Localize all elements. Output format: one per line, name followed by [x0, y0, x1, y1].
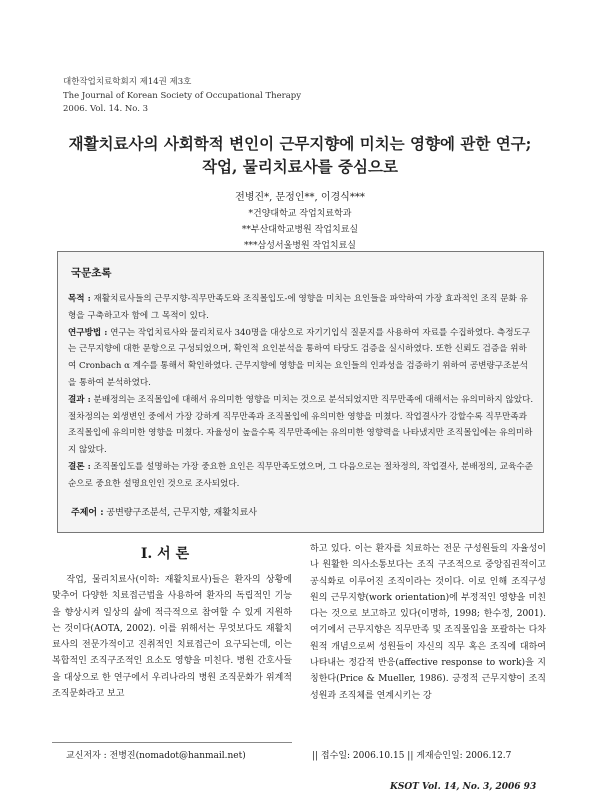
conclusion-text: 조직몰입도를 설명하는 가장 중요한 요인은 직무만족도였으며, 그 다음으로는 절차정의, 작업결사, 분배정의, 교육수준 순으로 중요한 설명요인인 것으로 조사되었다.: [68, 461, 533, 489]
paper-title-line2: 작업, 물리치료사를 중심으로: [202, 157, 398, 176]
affiliation-3: ***삼성서울병원 작업치료실: [244, 241, 356, 251]
footnote-divider: [52, 742, 292, 743]
affiliation-1: *건양대학교 작업치료학과: [248, 209, 352, 219]
abstract-heading: 국문초록: [71, 267, 112, 279]
author-names: 전병진*, 문정인**, 이경식***: [235, 192, 365, 203]
keywords: [71, 505, 257, 518]
purpose-text: 재활치료사들의 근무지향-직무만족도와 조직몰입도-에 영향을 미치는 요인들을 파악하여 가장 효과적인 조직 문화 유형을 구축하고자 함에 그 목적이 있다.: [68, 294, 528, 321]
journal-issue: 2006. Vol. 14. No. 3: [63, 104, 149, 114]
abstract-conclusion: [68, 459, 534, 493]
journal-name-ko: 대한작업치료학회지 제14권 제3호: [63, 77, 192, 87]
abstract-body: [68, 291, 534, 493]
journal-name-en: The Journal of Korean Society of Occupational Therapy: [63, 90, 302, 101]
body-column-left: 작업, 물리치료사(이하: 재활치료사)들은 환자의 상황에 맞추어 다양한 치료접근법을 사용하여 환자의 독립적인 기능을 향상시켜 일상의 삶에 적극적으로 참여할 수 있게 지원하는 것이다(AOTA, 2002). 이를 위해서는 무엇보다도 재활치료사의 전문가적이고 진취적인 치료접근이 요구되는데, 이는 복합적인 조직구조적인 요소도 영향을 미친다. 병원 간호사들을 대상으로 한 연구에서 우리나라의 병원 조직문화가 위계적 조직문화라고 보고: [52, 575, 292, 700]
paper-title-line1: 재활치료사의 사회학적 변인이 근무지향에 미치는 영향에 관한 연구;: [68, 134, 532, 153]
abstract-method: [68, 325, 534, 392]
body-column-right: 하고 있다. 이는 환자를 치료하는 전문 구성원들의 자율성이나 원활한 의사소통보다는 조직 구조적으로 중앙집권적이고 공식화로 이루어진 조직이라는 것이다. 이로 인해 조직구성원의 근무지향(work orientation)에 부정적인 영향을 미친다는 것으로 보고하고 있다(이명하, 1998; 한수정, 2001). 여기에서 근무지향은 직무만족 및 조직몰입을 포괄하는 다차원적 개념으로써 성원들이 자신의 직무 혹은 조직에 대하여 나타내는 정감적 반응(affective response to work)을 지칭한다(Price & Mueller, 1986). 긍정적 근무지향이 조직성원과 조직체를 연계시키는 강: [310, 544, 546, 701]
page-footer: KSOT Vol. 14, No. 3, 2006 93: [390, 782, 537, 792]
abstract-result: [68, 392, 534, 459]
section-title: Ⅰ. 서 론: [140, 546, 190, 562]
journal-header: [63, 76, 301, 117]
method-label: 연구방법 :: [68, 327, 108, 338]
method-text: 연구는 작업치료사와 물리치료사 340명을 대상으로 자기기입식 질문지를 사용하여 자료를 수집하였다. 측정도구는 근무지향에 대한 문항으로 구성되었으며, 확인적 요인분석을 통하여 타당도 검증을 실시하였다. 또한 신뢰도 검증을 위하여 Cronbach α 계수를 통해서 확인하였다. 근무지향에 영향을 미치는 요인들의 인과성을 검증하기 위하여 공변량구조분석을 통하여 분석하였다.: [68, 327, 531, 388]
submission-dates: || 접수일: 2006.10.15 || 게재승인일: 2006.12.7: [312, 751, 512, 761]
abstract-purpose: [68, 291, 534, 325]
result-label: 결과 :: [68, 394, 91, 405]
keywords-label: 주제어 :: [71, 508, 104, 518]
keywords-text: 공변량구조분석, 근무지향, 재활치료사: [106, 508, 257, 518]
correspondence-note: 교신저자 : 전병진(nomadot@hanmail.net): [66, 751, 246, 761]
result-text: 분배정의는 조직몰입에 대해서 유의미한 영향을 미치는 것으로 분석되었지만 직무만족에 대해서는 유의미하지 않았다. 절차정의는 외생변인 중에서 가장 강하게 직무만족과 조직몰입에 유의미한 영향을 미쳤다. 작업결사가 강할수록 직무만족과 조직몰입에 유의미한 영향을 미쳤다. 자율성이 높을수록 직무만족에는 유의미한 영향력을 나타냈지만 조직몰입에는 유의미하지 않았다.: [68, 394, 534, 456]
affiliation-2: **부산대학교병원 작업치료실: [241, 225, 359, 235]
conclusion-label: 결론 :: [68, 461, 91, 472]
purpose-label: 목적 :: [68, 294, 91, 304]
